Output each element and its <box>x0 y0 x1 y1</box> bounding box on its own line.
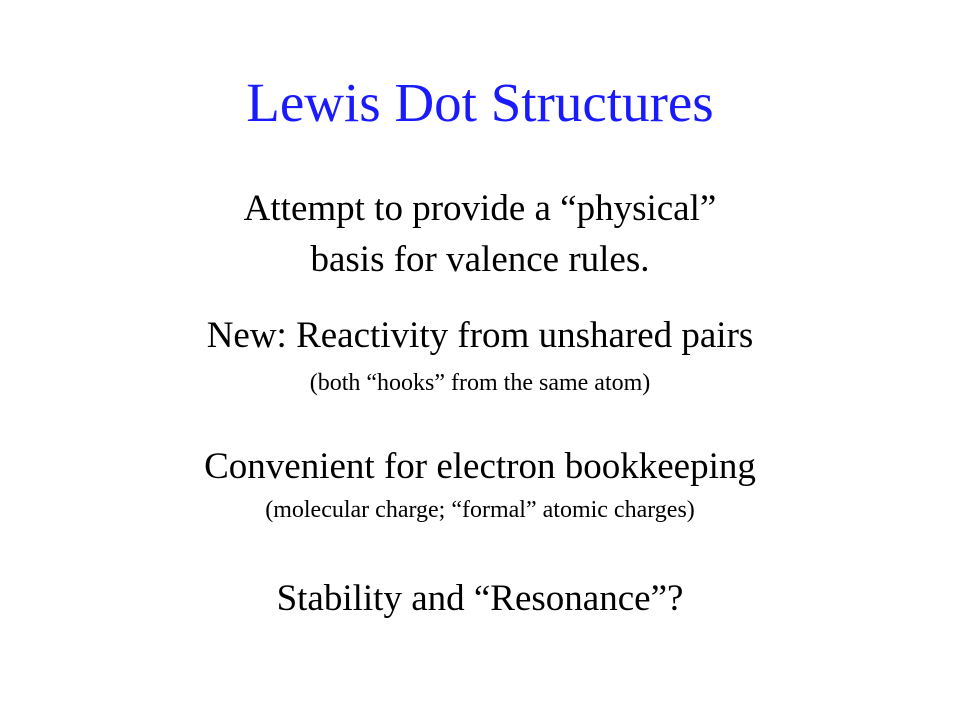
point-3-line-1: Convenient for electron bookkeeping <box>204 446 756 487</box>
point-4-line-1: Stability and “Resonance”? <box>276 578 684 619</box>
slide-title: Lewis Dot Structures <box>246 72 714 133</box>
point-1-line-1: Attempt to provide a “physical” <box>243 188 717 229</box>
point-2-note: (both “hooks” from the same atom) <box>309 370 651 396</box>
point-3-note: (molecular charge; “formal” atomic charges) <box>265 497 695 523</box>
point-1-line-2: basis for valence rules. <box>310 239 650 280</box>
point-2-line-1: New: Reactivity from unshared pairs <box>206 315 754 356</box>
